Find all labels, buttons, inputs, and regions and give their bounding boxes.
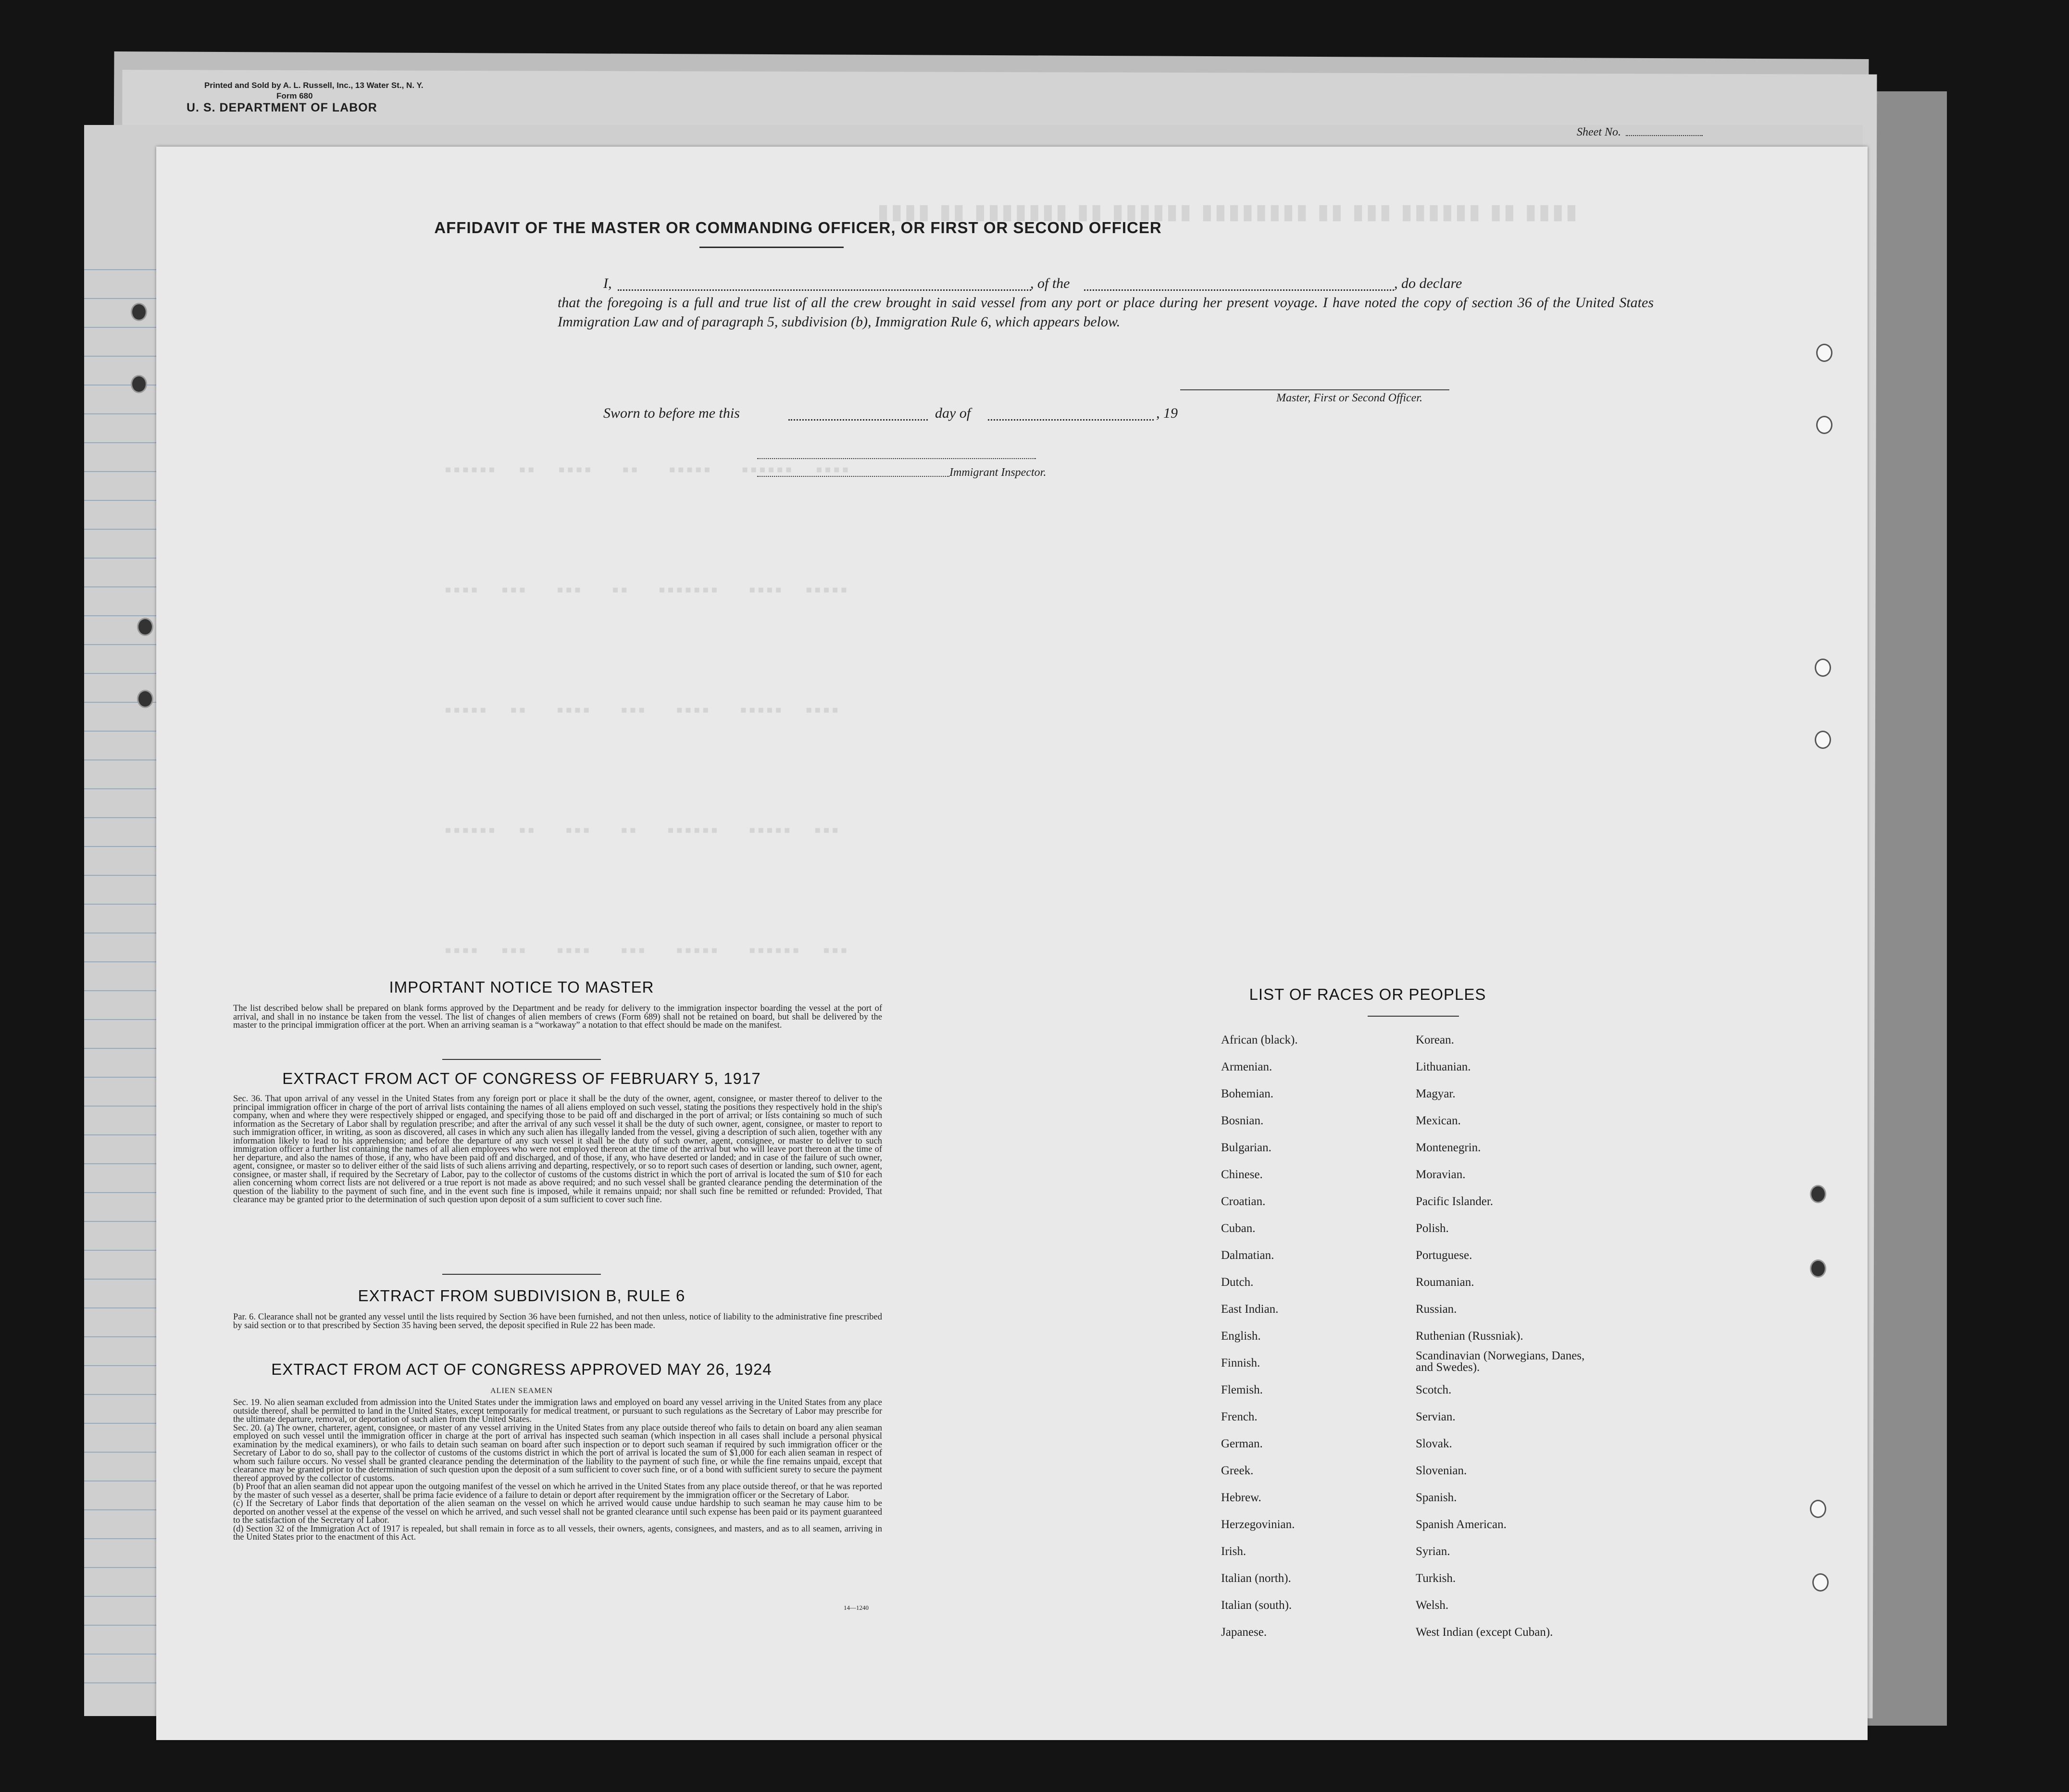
race-item: Servian. bbox=[1416, 1410, 1456, 1423]
races-title: LIST OF RACES OR PEOPLES bbox=[1249, 985, 1486, 1003]
race-item: Italian (south). bbox=[1221, 1599, 1292, 1612]
title-underline bbox=[699, 247, 844, 248]
affidavit-sheet bbox=[156, 147, 1868, 1740]
sec-20b-paragraph: (b) Proof that an alien seaman did not appear upon the outgoing manifest of the vessel on which he arrived in the United States from any place outside thereof, or that he was reported by the master of such vessel as a deserter, shall be prima facie evidence of a failure to detain or deport after requirement by the immigration officer or the Secretary of Labor. bbox=[233, 1482, 882, 1500]
punch-hole bbox=[131, 303, 147, 321]
bleed-through-text: ▪▪▪▪ ▪▪▪ ▪▪▪▪ ▪▪▪ ▪▪▪▪▪ ▪▪▪▪▪▪ ▪▪▪ bbox=[445, 940, 849, 961]
do-declare-label: , do declare bbox=[1394, 275, 1462, 291]
race-item: Bulgarian. bbox=[1221, 1141, 1271, 1154]
year-label: , 19 bbox=[1156, 405, 1178, 421]
race-item: Finnish. bbox=[1221, 1356, 1260, 1369]
extract-rule6-text: Par. 6. Clearance shall not be granted any vessel until the lists required by Section 36 have been furnished, and not then unless, notice of liability to the administrative fine prescribed by said section or to that prescribed by Section 35 having been served, the deposit specified in Rule 22 has been made. bbox=[233, 1312, 882, 1331]
sheet-no-label: Sheet No. bbox=[1577, 126, 1621, 138]
sec-20d-paragraph: (d) Section 32 of the Immigration Act of 1917 is repealed, but shall remain in force as to all vessels, their owners, agents, consignees, and masters, and as to all seamen, arriving in the United States prior to the enactment of this Act. bbox=[233, 1524, 882, 1542]
extract-1924-text bbox=[233, 1399, 882, 1542]
section-divider bbox=[442, 1274, 601, 1275]
race-item: Mexican. bbox=[1416, 1114, 1461, 1127]
race-item: Scotch. bbox=[1416, 1383, 1452, 1396]
bleed-through-text: ▪▪▪▪ ▪▪▪ ▪▪▪ ▪▪ ▪▪▪▪▪▪▪ ▪▪▪▪ ▪▪▪▪▪ bbox=[445, 579, 849, 600]
race-item: Welsh. bbox=[1416, 1599, 1449, 1612]
race-item: Roumanian. bbox=[1416, 1276, 1474, 1289]
race-item: Italian (north). bbox=[1221, 1572, 1291, 1585]
day-of-label: day of bbox=[935, 405, 971, 421]
race-item: Slovak. bbox=[1416, 1437, 1452, 1450]
bleed-through-text: ▮▮▮▮ ▮▮ ▮▮▮▮▮▮▮ ▮▮ ▮▮▮▮▮▮ ▮▮▮▮▮▮▮▮ ▮▮ ▮▮▮ ▮▮▮▮▮▮ ▮▮ ▮▮▮▮ bbox=[877, 200, 1580, 224]
race-item: Turkish. bbox=[1416, 1572, 1456, 1585]
race-item: African (black). bbox=[1221, 1033, 1298, 1046]
vessel-name-field[interactable] bbox=[1084, 289, 1394, 291]
bleed-through-text: ▪▪▪▪▪▪ ▪▪ ▪▪▪▪ ▪▪ ▪▪▪▪▪ ▪▪▪▪▪▪ ▪▪▪▪ bbox=[445, 459, 851, 480]
extract-1917-title: EXTRACT FROM ACT OF CONGRESS OF FEBRUARY 5, 1917 bbox=[282, 1070, 761, 1087]
notice-title: IMPORTANT NOTICE TO MASTER bbox=[389, 978, 654, 996]
declaration-first-line bbox=[603, 274, 1656, 293]
race-item: Greek. bbox=[1221, 1464, 1254, 1477]
race-item: Armenian. bbox=[1221, 1060, 1272, 1073]
race-item: Dutch. bbox=[1221, 1276, 1254, 1289]
punch-hole bbox=[1815, 659, 1831, 677]
sec-20a-paragraph: Sec. 20. (a) The owner, charterer, agent, consignee, or master of any vessel arriving in the United States from any place outside thereof who fails to detain on board any alien seaman employed on such vessel until the immigration officer in charge at the port of arrival has inspected such seaman (which inspection in all cases shall include a personal physical examination by the medical examiners), or who fails to detain such seaman on board after such inspection or to deport such seaman if required by such immigration officer or the Secretary of Labor to do so, shall pay to the collector of customs of the customs district in which the port of arrival is located the sum of $1,000 for each alien seaman in respect of whom such failure occurs. No vessel shall be granted clearance pending the determination of the liability to the payment of such fine, or while the fine remains unpaid, except that clearance may be granted prior to the determination of such question upon the deposit of a sum sufficient to cover such fine, or of a bond with sufficient surety to secure the payment thereof approved by the collector of customs. bbox=[233, 1423, 882, 1483]
race-item: Lithuanian. bbox=[1416, 1060, 1471, 1073]
race-item: Herzegovinian. bbox=[1221, 1518, 1295, 1531]
bleed-through-text: ▪▪▪▪▪ ▪▪ ▪▪▪▪ ▪▪▪ ▪▪▪▪ ▪▪▪▪▪ ▪▪▪▪ bbox=[445, 699, 841, 721]
department-name: U. S. DEPARTMENT OF LABOR bbox=[187, 101, 377, 114]
race-item: Korean. bbox=[1416, 1033, 1454, 1046]
race-item: Scandinavian (Norwegians, Danes, and Swedes). bbox=[1416, 1349, 1585, 1374]
sec-19-paragraph: Sec. 19. No alien seaman excluded from admission into the United States under the immigration laws and employed on board any vessel arriving in the United States from any place outside thereof, shall be permitted to land in the United States, except temporarily for medical treatment, or pursuant to such regulations as the Secretary of Labor may prescribe for the ultimate departure, removal, or deportation of such alien from the United States. bbox=[233, 1398, 882, 1424]
affidavit-title: AFFIDAVIT OF THE MASTER OR COMMANDING OFFICER, OR FIRST OR SECOND OFFICER bbox=[434, 219, 1162, 236]
alien-seamen-subtitle: ALIEN SEAMEN bbox=[490, 1387, 553, 1395]
race-item: Portuguese. bbox=[1416, 1249, 1472, 1262]
race-item: Irish. bbox=[1221, 1545, 1246, 1558]
master-signature-line[interactable] bbox=[1180, 389, 1449, 390]
race-item: Spanish. bbox=[1416, 1491, 1457, 1504]
sheet-no-field[interactable] bbox=[1626, 135, 1703, 136]
punch-hole bbox=[1810, 1259, 1826, 1278]
form-number: Form 680 bbox=[276, 91, 313, 100]
sworn-label: Sworn to before me this bbox=[603, 405, 740, 421]
of-the-label: , of the bbox=[1030, 275, 1070, 291]
extract-1917-text: Sec. 36. That upon arrival of any vessel in the United States from any foreign port or place it shall be the duty of the owner, agent, consignee, or master thereof to deliver to the principal immigration officer in charge of the port of arrival lists containing the names of all aliens employed on such vessel, stating the positions they respectively hold in the ship's company, when and where they were respectively shipped or engaged, and specifying those to be paid off and discharged in the port of arrival; or lists containing so much of such information as the Secretary of Labor shall by regulation prescribe; and after the arrival of any such vessel it shall be the duty of such owner, agent, consignee, or master to report to such immigration officer, in writing, as soon as discovered, all cases in which any such alien has illegally landed from the vessel, giving a description of such alien, together with any information likely to lead to his apprehension; and before the departure of any such vessel it shall be the duty of such owner, agent, consignee, or master to deliver to such immigration officer a further list containing the names of all alien employees who were not employed thereon at the time of the arrival but who will leave port thereon at the time of her departure, and also the names of those, if any, who have been paid off and discharged, and of those, if any, who have deserted or landed; and in case of the failure of such owner, agent, consignee, or master so to deliver either of the said lists of such aliens arriving and departing, respectively, or so to report such cases of desertion or landing, such owner, agent, consignee, or master shall, if required by the Secretary of Labor, pay to the collector of customs of the customs district in which the port of arrival is located the sum of $10 for each alien concerning whom correct lists are not delivered or a true report is not made as above required; and no such vessel shall be granted clearance pending the determination of the question of the liability to the payment of such fine, and in the event such fine is imposed, while it remains unpaid; nor shall such fine be remitted or refunded: Provided, That clearance may be granted prior to the determination of such question upon deposit of a sum sufficient to cover such fine. bbox=[233, 1094, 882, 1205]
punch-hole bbox=[1810, 1500, 1826, 1518]
punch-hole bbox=[131, 375, 147, 393]
i-label: I, bbox=[603, 275, 612, 291]
officer-name-field[interactable] bbox=[618, 289, 1031, 291]
race-item: Spanish American. bbox=[1416, 1518, 1507, 1531]
punch-hole bbox=[1816, 416, 1832, 434]
races-title-underline bbox=[1368, 1016, 1459, 1017]
race-item: Magyar. bbox=[1416, 1087, 1456, 1100]
punch-hole bbox=[1810, 1185, 1826, 1203]
race-item: Russian. bbox=[1416, 1303, 1457, 1316]
inspector-caption: Immigrant Inspector. bbox=[949, 466, 1047, 479]
printer-line: Printed and Sold by A. L. Russell, Inc., 13 Water St., N. Y. bbox=[204, 81, 424, 90]
sec-20c-paragraph: (c) If the Secretary of Labor finds that deportation of the alien seaman on the vessel on which he arrived would cause undue hardship to such seaman he may cause him to be deported on another vessel at the expense of the vessel on which he arrived, and such vessel shall not be granted clearance until such expense has been paid or its payment guaranteed to the satisfaction of the Secretary of Labor. bbox=[233, 1499, 882, 1525]
section-divider bbox=[442, 1059, 601, 1060]
race-item: Moravian. bbox=[1416, 1168, 1466, 1181]
race-item: Japanese. bbox=[1221, 1626, 1267, 1639]
punch-hole bbox=[1812, 1573, 1829, 1592]
race-item: Slovenian. bbox=[1416, 1464, 1467, 1477]
race-item: Pacific Islander. bbox=[1416, 1195, 1494, 1208]
declaration-text: that the foregoing is a full and true list of all the crew brought in said vessel from any port or place during her present voyage. I have noted the copy of section 36 of the United States Immigration Law and of paragraph 5, subdivision (b), Immigration Rule 6, which appears below. bbox=[558, 295, 1654, 330]
punch-hole bbox=[1815, 731, 1831, 749]
race-item: East Indian. bbox=[1221, 1303, 1279, 1316]
punch-hole bbox=[137, 618, 153, 636]
inspector-signature-line-2[interactable] bbox=[757, 476, 949, 477]
race-item: Flemish. bbox=[1221, 1383, 1263, 1396]
notice-text: The list described below shall be prepared on blank forms approved by the Department and be ready for delivery to the immigration inspector boarding the vessel at the port of arrival, and shall in no instance be taken from the vessel. The list of changes of alien members of crews (Form 689) shall not be retained on board, but shall be delivered by the master to the principal immigration officer at the port. When an arriving seaman is a “workaway” a notation to that effect should be made on the manifest. bbox=[233, 1004, 882, 1030]
print-code: 14—1240 bbox=[844, 1604, 869, 1611]
race-item: French. bbox=[1221, 1410, 1258, 1423]
bleed-through-text: ▪▪▪▪▪▪ ▪▪ ▪▪▪ ▪▪ ▪▪▪▪▪▪ ▪▪▪▪▪ ▪▪▪ bbox=[445, 820, 841, 841]
race-item: Hebrew. bbox=[1221, 1491, 1261, 1504]
race-item: Syrian. bbox=[1416, 1545, 1450, 1558]
race-item: Croatian. bbox=[1221, 1195, 1266, 1208]
race-item: English. bbox=[1221, 1330, 1261, 1343]
race-item: Bosnian. bbox=[1221, 1114, 1264, 1127]
extract-rule6-title: EXTRACT FROM SUBDIVISION B, RULE 6 bbox=[358, 1287, 686, 1305]
race-item: Ruthenian (Russniak). bbox=[1416, 1330, 1523, 1343]
extract-1924-title: EXTRACT FROM ACT OF CONGRESS APPROVED MAY 26, 1924 bbox=[271, 1360, 772, 1378]
race-item: Chinese. bbox=[1221, 1168, 1263, 1181]
sworn-month-field[interactable] bbox=[988, 419, 1154, 421]
punch-hole bbox=[137, 690, 153, 708]
race-item: Dalmatian. bbox=[1221, 1249, 1274, 1262]
sworn-line bbox=[603, 404, 1228, 423]
sheet-number bbox=[1577, 126, 1703, 139]
sworn-day-field[interactable] bbox=[788, 419, 928, 421]
race-item: Montenegrin. bbox=[1416, 1141, 1481, 1154]
race-item: Bohemian. bbox=[1221, 1087, 1274, 1100]
race-item: Cuban. bbox=[1221, 1222, 1256, 1235]
punch-hole bbox=[1816, 344, 1832, 362]
race-item: German. bbox=[1221, 1437, 1263, 1450]
race-item: Polish. bbox=[1416, 1222, 1449, 1235]
race-item: West Indian (except Cuban). bbox=[1416, 1626, 1553, 1639]
master-signature-caption: Master, First or Second Officer. bbox=[1276, 392, 1422, 404]
inspector-signature-line[interactable] bbox=[757, 458, 1036, 459]
